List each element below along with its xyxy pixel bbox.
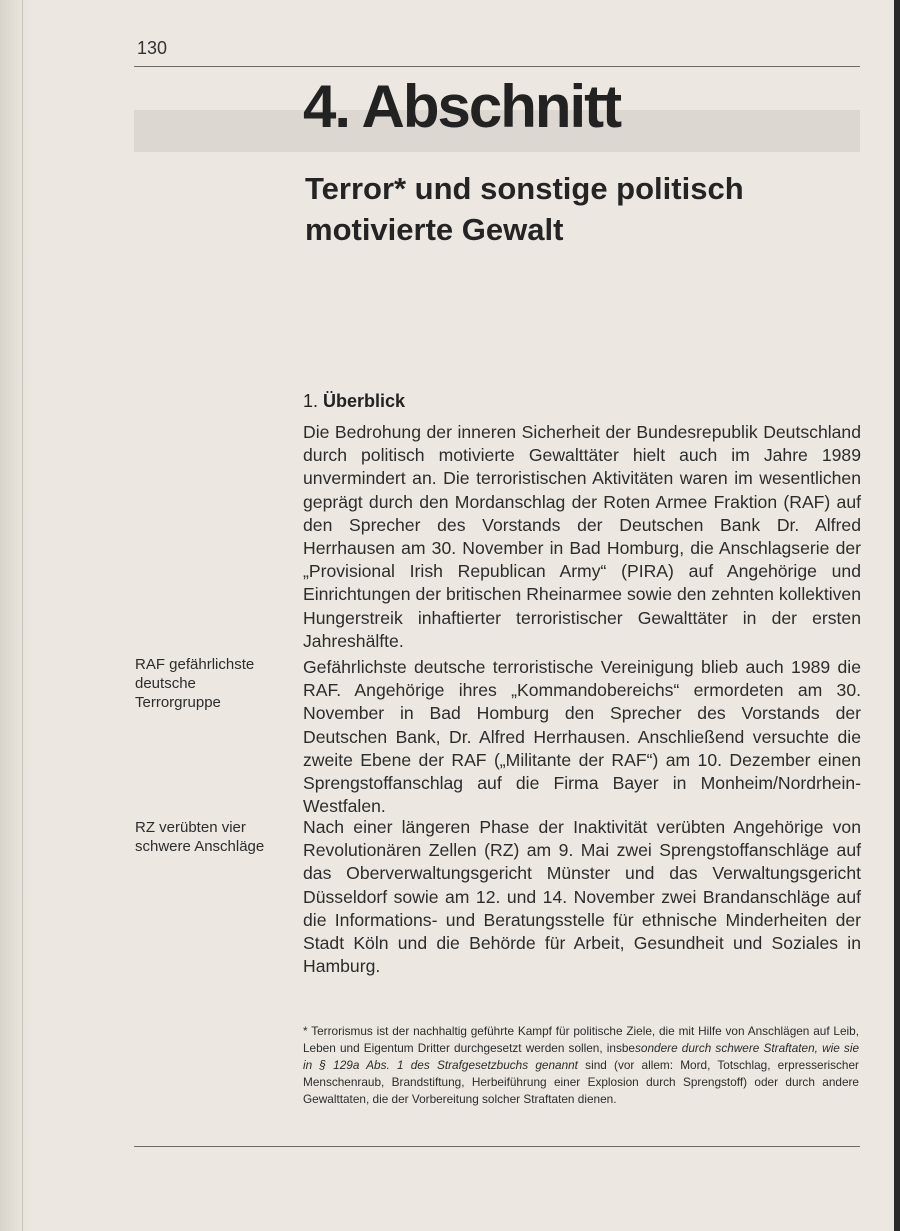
section-number: 1. — [303, 391, 319, 411]
paragraph-overview: Die Bedrohung der inneren Sicherheit der Bundesrepublik Deutschland durch politisch motivierte Gewalttäter hielt auch im Jahre 1989 unvermindert an. Die terroristischen Aktivitäten waren im wesentlichen geprägt durch den Mordanschlag der Roten Armee Fraktion (RAF) auf den Sprecher des Vorstands der Deutschen Bank Dr. Alfred Herrhausen am 30. November in Bad Homburg, die Anschlagserie der „Provisional Irish Republican Army“ (PIRA) auf Angehörige und Einrichtungen der britischen Rheinarmee sowie den zehnten kollektiven Hungerstreik inhaftierter terroristischer Gewalttäter in der ersten Jahreshälfte. — [303, 422, 861, 651]
header-rule — [134, 66, 860, 67]
page-number: 130 — [137, 38, 168, 58]
footnote-tail: sind (vor allem: Mord, Totschlag, erpresserischer Menschenraub, Brandstiftung, Herbeiführung einer Explosion durch Sprengstoff) oder durch andere Gewalttaten, die der Vorbereitung solcher Straftaten dienen. — [303, 1058, 859, 1106]
footer-rule — [134, 1146, 860, 1147]
paragraph-raf: Gefährlichste deutsche terroristische Vereinigung blieb auch 1989 die RAF. Angehörige ihres „Kommandobereichs“ ermordeten am 30. November in Bad Homburg den Sprecher des Vorstands der Deutschen Bank, Dr. Alfred Herrhausen. Anschließend versuchte die zweite Ebene der RAF („Militante der RAF“) am 10. Dezember einen Sprengstoffanschlag auf die Firma Bayer in Monheim/Nordrhein-Westfalen. — [303, 657, 861, 817]
margin-note-rz: RZ verübten vier schwere Anschläge — [135, 819, 265, 855]
margin-note-raf: RAF gefährlichste deutsche Terrorgruppe — [135, 656, 255, 711]
footnote-lead: * Terrorismus ist der nachhaltig geführte Kampf für politische Ziele, die mit Hilfe von Anschlägen auf Leib, Leben und Eigentum Dritter durchgesetzt werden sollen, insbe — [303, 1024, 859, 1055]
section-title: Überblick — [323, 391, 406, 411]
chapter-subtitle: Terror* und sonstige politisch motivierte Gewalt — [305, 171, 744, 247]
paragraph-rz: Nach einer längeren Phase der Inaktivität verübten Angehörige von Revolutionären Zellen (RZ) am 9. Mai zwei Sprengstoffanschläge auf das Oberverwaltungsgericht Münster und das Verwaltungsgericht Düsseldorf sowie am 12. und 14. November zwei Brandanschläge auf die Informations- und Beratungsstelle für ethnische Minderheiten der Stadt Köln und die Behörde für Arbeit, Gesundheit und Soziales in Hamburg. — [303, 817, 861, 977]
page-right-edge — [894, 0, 900, 1231]
footnote — [303, 1023, 859, 1108]
section-heading — [303, 391, 405, 412]
chapter-title: 4. Abschnitt — [303, 73, 621, 140]
footnote-italic: sondere durch schwere Straftaten, wie sie in § 129a Abs. 1 des Strafgesetzbuchs genannt — [303, 1041, 860, 1072]
page-binding-edge — [0, 0, 34, 1231]
